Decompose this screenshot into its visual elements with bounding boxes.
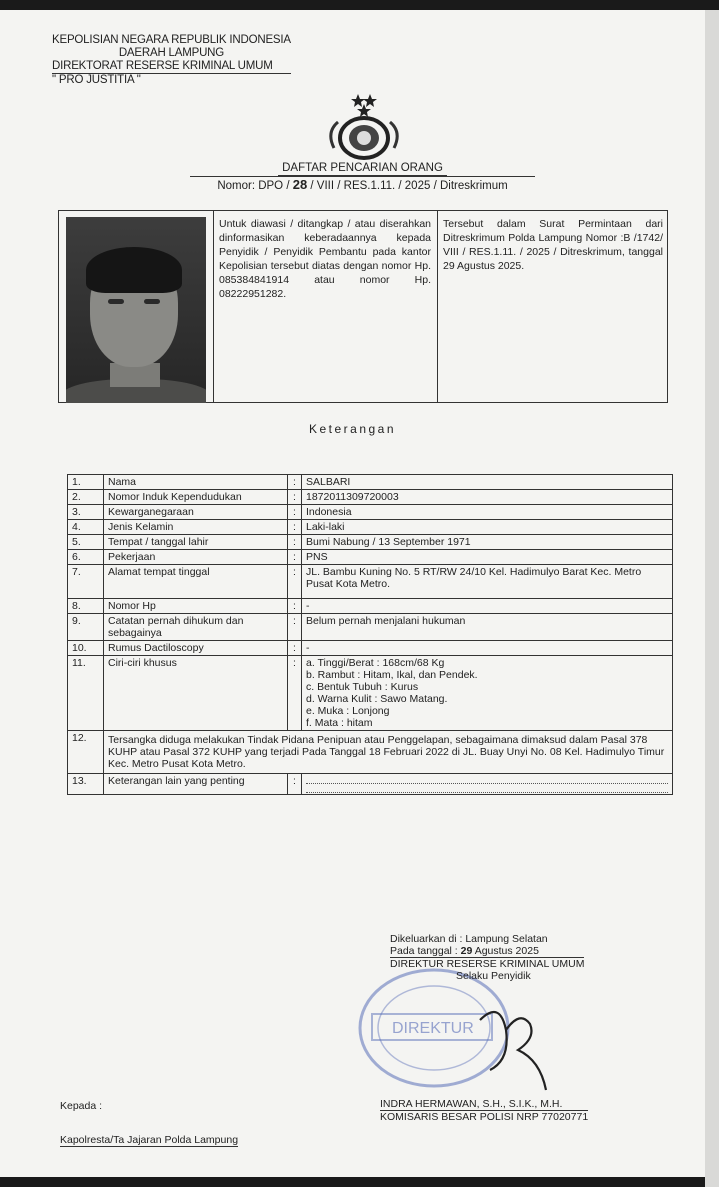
wanted-info-box <box>58 210 668 403</box>
nik-value: 1872011309720003 <box>302 490 673 505</box>
document-number <box>190 176 535 193</box>
page-edge <box>705 10 719 1187</box>
list-item: f. Mata : hitam <box>306 717 373 729</box>
title-heading: DAFTAR PENCARIAN ORANG <box>278 162 447 176</box>
police-emblem-icon <box>320 92 408 162</box>
signer-rank: KOMISARIS BESAR POLISI NRP 77020771 <box>380 1111 589 1123</box>
signature-block <box>390 933 584 982</box>
keterangan-heading: Keterangan <box>308 422 397 436</box>
pro-justitia: " PRO JUSTITIA " <box>52 74 141 86</box>
kepada-label: Kepada : <box>60 1100 103 1112</box>
offense-description: Tersangka diduga melakukan Tindak Pidana Penipuan atau Penggelapan, sebagaimana dimaksud dalam Pasal 378 KUHP atau Pasal 372 KUHP yang terjadi Pada Tanggal 18 Februari 2022 di JL. Buay Unyi No. 08 Kel. Hadimulyo Timur Kec. Metro Pusat Kota Metro. <box>104 731 673 774</box>
table-row: 10. Rumus Dactiloscopy : - <box>68 641 673 656</box>
suspect-photo <box>66 217 206 403</box>
table-row: 4. Jenis Kelamin : Laki-laki <box>68 520 673 535</box>
table-row: 6. Pekerjaan : PNS <box>68 550 673 565</box>
nama-value: SALBARI <box>302 475 673 490</box>
table-row: 8. Nomor Hp : - <box>68 599 673 614</box>
table-row: 13. Keterangan lain yang penting : <box>68 774 673 795</box>
ciri-list <box>306 657 668 729</box>
table-row: 3. Kewarganegaraan : Indonesia <box>68 505 673 520</box>
list-item: b. Rambut : Hitam, Ikal, dan Pendek. <box>306 669 478 681</box>
suspect-details-table <box>67 474 673 795</box>
signer-name: INDRA HERMAWAN, S.H., S.I.K., M.H. <box>380 1098 588 1111</box>
issued-at: Dikeluarkan di : Lampung Selatan <box>390 933 548 945</box>
letterhead-line2: DAERAH LAMPUNG <box>118 47 225 59</box>
document-title <box>190 162 535 193</box>
signer-name-block <box>380 1098 588 1123</box>
letterhead-line3: DIREKTORAT RESERSE KRIMINAL UMUM <box>52 60 291 74</box>
nomor-number: 28 <box>292 177 308 192</box>
nomor-label: Nomor: DPO / <box>217 180 290 192</box>
instruction-right: Tersebut dalam Surat Permintaan dari Ditreskrimum Polda Lampung Nomor :B /1742/ VIII / RES.1.11. / 2025 / Ditreskrimum, tanggal 29 Agustus 2025. <box>443 218 663 272</box>
table-row: 9. Catatan pernah dihukum dan sebagainya : Belum pernah menjalani hukuman <box>68 614 673 641</box>
handwritten-signature-icon <box>460 990 560 1100</box>
signer-office: DIREKTUR RESERSE KRIMINAL UMUM <box>390 958 585 970</box>
list-item: c. Bentuk Tubuh : Kurus <box>306 681 419 693</box>
table-row: 7. Alamat tempat tinggal : JL. Bambu Kuning No. 5 RT/RW 24/10 Kel. Hadimulyo Barat Kec. Metro Pusat Kota Metro. <box>68 565 673 599</box>
list-item: e. Muka : Lonjong <box>306 705 390 717</box>
table-row-offense: 12. Tersangka diduga melakukan Tindak Pidana Penipuan atau Penggelapan, sebagaimana dimaksud dalam Pasal 378 KUHP atau Pasal 372 KUHP yang terjadi Pada Tanggal 18 Februari 2022 di JL. Buay Unyi No. 08 Kel. Hadimulyo Timur Kec. Metro Pusat Kota Metro. <box>68 731 673 774</box>
signer-role: Selaku Penyidik <box>456 970 531 982</box>
letterhead <box>52 34 291 87</box>
issued-date: Pada tanggal : 29 Agustus 2025 <box>390 945 584 958</box>
table-row-ciri: 11. Ciri-ciri khusus : a. Tinggi/Berat : 168cm/68 Kg b. Rambut : Hitam, Ikal, dan Pendek. c. Bentuk Tubuh : Kurus d. Warna Kulit : Sawo Matang. e. Muka : Lonjong f. Mata : hitam <box>68 656 673 731</box>
stamp-label: DIREKTUR <box>392 1020 474 1037</box>
instruction-left: Untuk diawasi / ditangkap / atau diserahkan dinformasikan keberadaannya kepada Penyidik / Penyidik Pembantu pada kantor Kepolisian tersebut diatas dengan nomor Hp. 085384841914 atau nomor Hp. 08222951282. <box>219 218 431 300</box>
letterhead-line1: KEPOLISIAN NEGARA REPUBLIK INDONESIA <box>52 34 291 46</box>
list-item: d. Warna Kulit : Sawo Matang. <box>306 693 448 705</box>
kepada-recipient: Kapolresta/Ta Jajaran Polda Lampung <box>60 1134 239 1146</box>
table-row: 1. Nama : SALBARI <box>68 475 673 490</box>
table-row: 2. Nomor Induk Kependudukan : 1872011309720003 <box>68 490 673 505</box>
list-item: a. Tinggi/Berat : 168cm/68 Kg <box>306 657 445 669</box>
nomor-rest: / VIII / RES.1.11. / 2025 / Ditreskrimum <box>310 180 508 192</box>
table-row: 5. Tempat / tanggal lahir : Bumi Nabung / 13 September 1971 <box>68 535 673 550</box>
